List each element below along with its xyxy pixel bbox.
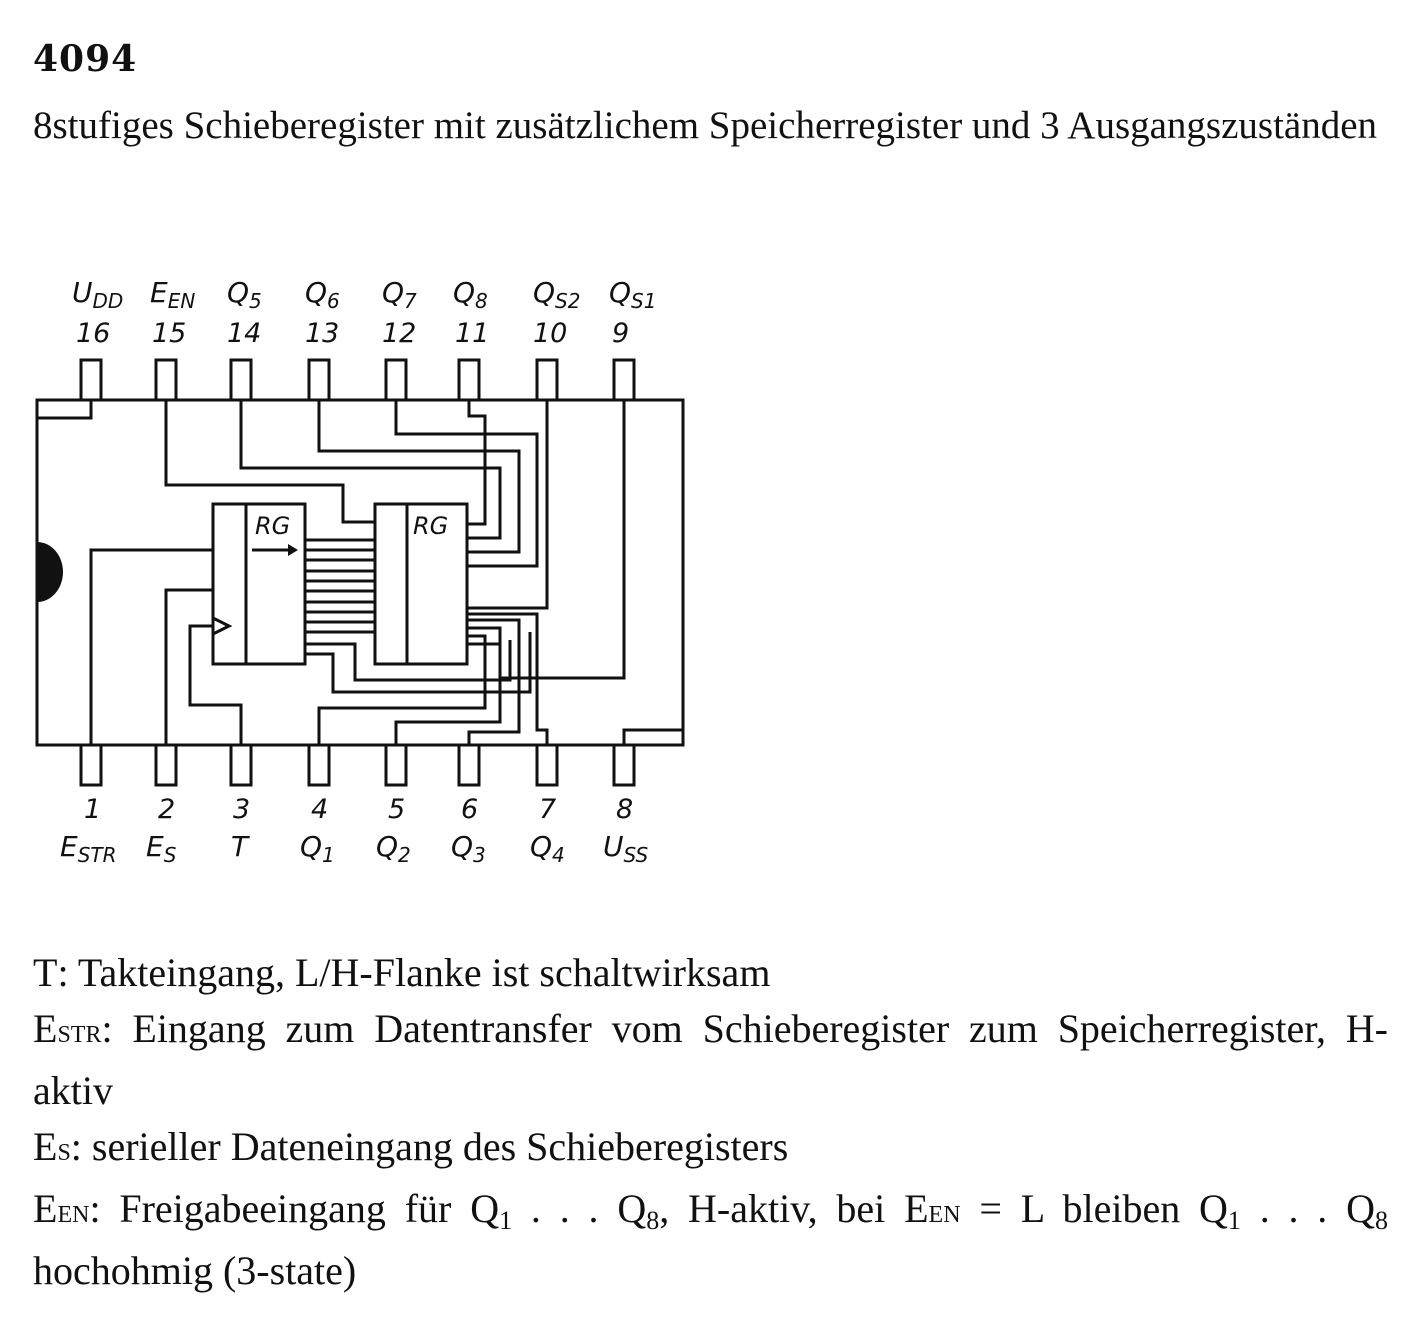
legend-entry-estr [33, 1001, 1388, 1119]
symbol-een: E [904, 1186, 929, 1231]
bottom-pin-stubs [81, 745, 634, 785]
pin-name: Q [305, 276, 328, 309]
pin-number: 3 [233, 794, 251, 825]
pin-name-sub: 7 [404, 289, 417, 313]
pin-name: E [60, 830, 78, 863]
ellipsis: . . . [1240, 1186, 1347, 1231]
legend-text: : Eingang zum Datentransfer vom Schieberegister zum Speicherregister, H-aktiv [33, 1006, 1388, 1113]
svg-text:Q3 [451, 830, 486, 867]
pin-name: Q [533, 276, 556, 309]
symbol-q1-sub: 1 [1227, 1206, 1241, 1235]
pin-name: Q [451, 830, 474, 863]
svg-text:Q7 [382, 276, 417, 313]
pin-number: 5 [388, 794, 406, 825]
bottom-pin-names [60, 830, 648, 867]
pin-name: Q [453, 276, 476, 309]
pin-name: Q [227, 276, 250, 309]
pin-name-sub: S [163, 843, 177, 867]
pin-number: 11 [455, 318, 490, 349]
pin-name: U [72, 276, 93, 309]
pin-name: Q [300, 830, 323, 863]
pin-name: Q [382, 276, 405, 309]
top-pin-names [72, 276, 656, 313]
legend-symbol: E [33, 1124, 58, 1169]
legend-symbol: T [33, 950, 58, 995]
symbol-een-sub: EN [928, 1202, 961, 1228]
svg-text:QS1 [609, 276, 656, 313]
legend-symbol: E [33, 1186, 58, 1231]
pin-number: 2 [158, 794, 176, 825]
pinout-diagram [0, 260, 720, 880]
top-pin-stubs [81, 360, 634, 400]
pin-name: E [146, 830, 164, 863]
bottom-pin-labels [84, 794, 633, 825]
pin-number: 14 [227, 318, 262, 349]
pin-name-sub: 8 [475, 289, 488, 313]
shift-register-label: RG [255, 512, 291, 540]
pin-number: 10 [533, 318, 568, 349]
pin-number: 9 [612, 318, 630, 349]
pin-name-sub: 3 [473, 843, 486, 867]
symbol-q8: Q [1346, 1186, 1376, 1231]
symbol-q8-sub: 8 [1375, 1206, 1389, 1235]
pin-name: Q [609, 276, 632, 309]
pin-number: 6 [461, 794, 479, 825]
clock-input-triangle-icon [213, 618, 229, 634]
pin-name-sub: DD [92, 289, 124, 313]
pin-legend [33, 945, 1388, 1299]
top-pin-labels [76, 318, 629, 349]
storage-register-block [375, 504, 467, 664]
pin-name-sub: 4 [552, 843, 565, 867]
pin-name-sub: 1 [322, 843, 335, 867]
symbol-q8-sub: 8 [646, 1206, 660, 1235]
ellipsis: . . . [512, 1186, 618, 1231]
shift-register-block [213, 504, 305, 664]
pin-name: Q [530, 830, 553, 863]
pin-number: 4 [311, 794, 329, 825]
legend-text: hochohmig (3-state) [33, 1248, 357, 1293]
svg-text:ESTR [60, 830, 117, 867]
orientation-notch [37, 542, 63, 602]
legend-entry-t [33, 945, 1388, 1001]
svg-text:UDD [72, 276, 123, 313]
pin-name: E [150, 276, 168, 309]
symbol-q1-sub: 1 [499, 1206, 513, 1235]
legend-symbol-sub: STR [57, 1022, 102, 1048]
symbol-q1: Q [470, 1186, 500, 1231]
chip-number: 4094 [33, 38, 138, 80]
pin-number: 8 [616, 794, 634, 825]
pin-number: 12 [382, 318, 417, 349]
svg-text:EEN [150, 276, 195, 313]
internal-wiring [37, 400, 683, 745]
legend-text: : Takteingang, L/H-Flanke ist schaltwirksam [57, 950, 771, 995]
pin-name-sub: 6 [327, 289, 340, 313]
svg-text:Q4 [530, 830, 565, 867]
svg-text:T [231, 830, 250, 863]
pin-name-sub: 5 [249, 289, 262, 313]
pin-name-sub: 2 [398, 843, 411, 867]
svg-text:ES [146, 830, 177, 867]
legend-symbol-sub: S [57, 1140, 71, 1166]
pin-name-sub: STR [77, 843, 117, 867]
legend-text: = L bleiben [960, 1186, 1199, 1231]
pin-number: 7 [539, 794, 557, 825]
legend-entry-es [33, 1119, 1388, 1181]
svg-text:Q6 [305, 276, 340, 313]
svg-text:Q1 [300, 830, 335, 867]
legend-text: , H-aktiv, bei [659, 1186, 905, 1231]
pin-name-sub: SS [623, 843, 649, 867]
legend-text: : Freigabeeingang für [89, 1186, 471, 1231]
svg-text:USS [603, 830, 648, 867]
pin-name: U [603, 830, 624, 863]
legend-symbol: E [33, 1006, 58, 1051]
pin-name-sub: EN [167, 289, 196, 313]
chip-description: 8stufiges Schieberegister mit zusätzlichem Speicherregister und 3 Ausgangszuständen [33, 104, 1378, 147]
svg-text:QS2 [533, 276, 580, 313]
pin-name: T [231, 830, 249, 863]
pin-number: 1 [84, 794, 102, 825]
pin-number: 13 [305, 318, 340, 349]
pin-number: 15 [152, 318, 187, 349]
storage-register-label: RG [413, 512, 449, 540]
pin-name-sub: S1 [631, 289, 657, 313]
svg-text:Q5 [227, 276, 262, 313]
symbol-q8: Q [617, 1186, 647, 1231]
pin-name: Q [376, 830, 399, 863]
pin-name-sub: S2 [555, 289, 581, 313]
legend-symbol-sub: EN [57, 1202, 90, 1228]
legend-entry-een [33, 1181, 1388, 1299]
pin-number: 16 [76, 318, 111, 349]
legend-text: : serieller Dateneingang des Schieberegisters [70, 1124, 789, 1169]
svg-text:Q8 [453, 276, 488, 313]
symbol-q1: Q [1199, 1186, 1228, 1231]
svg-text:Q2 [376, 830, 411, 867]
